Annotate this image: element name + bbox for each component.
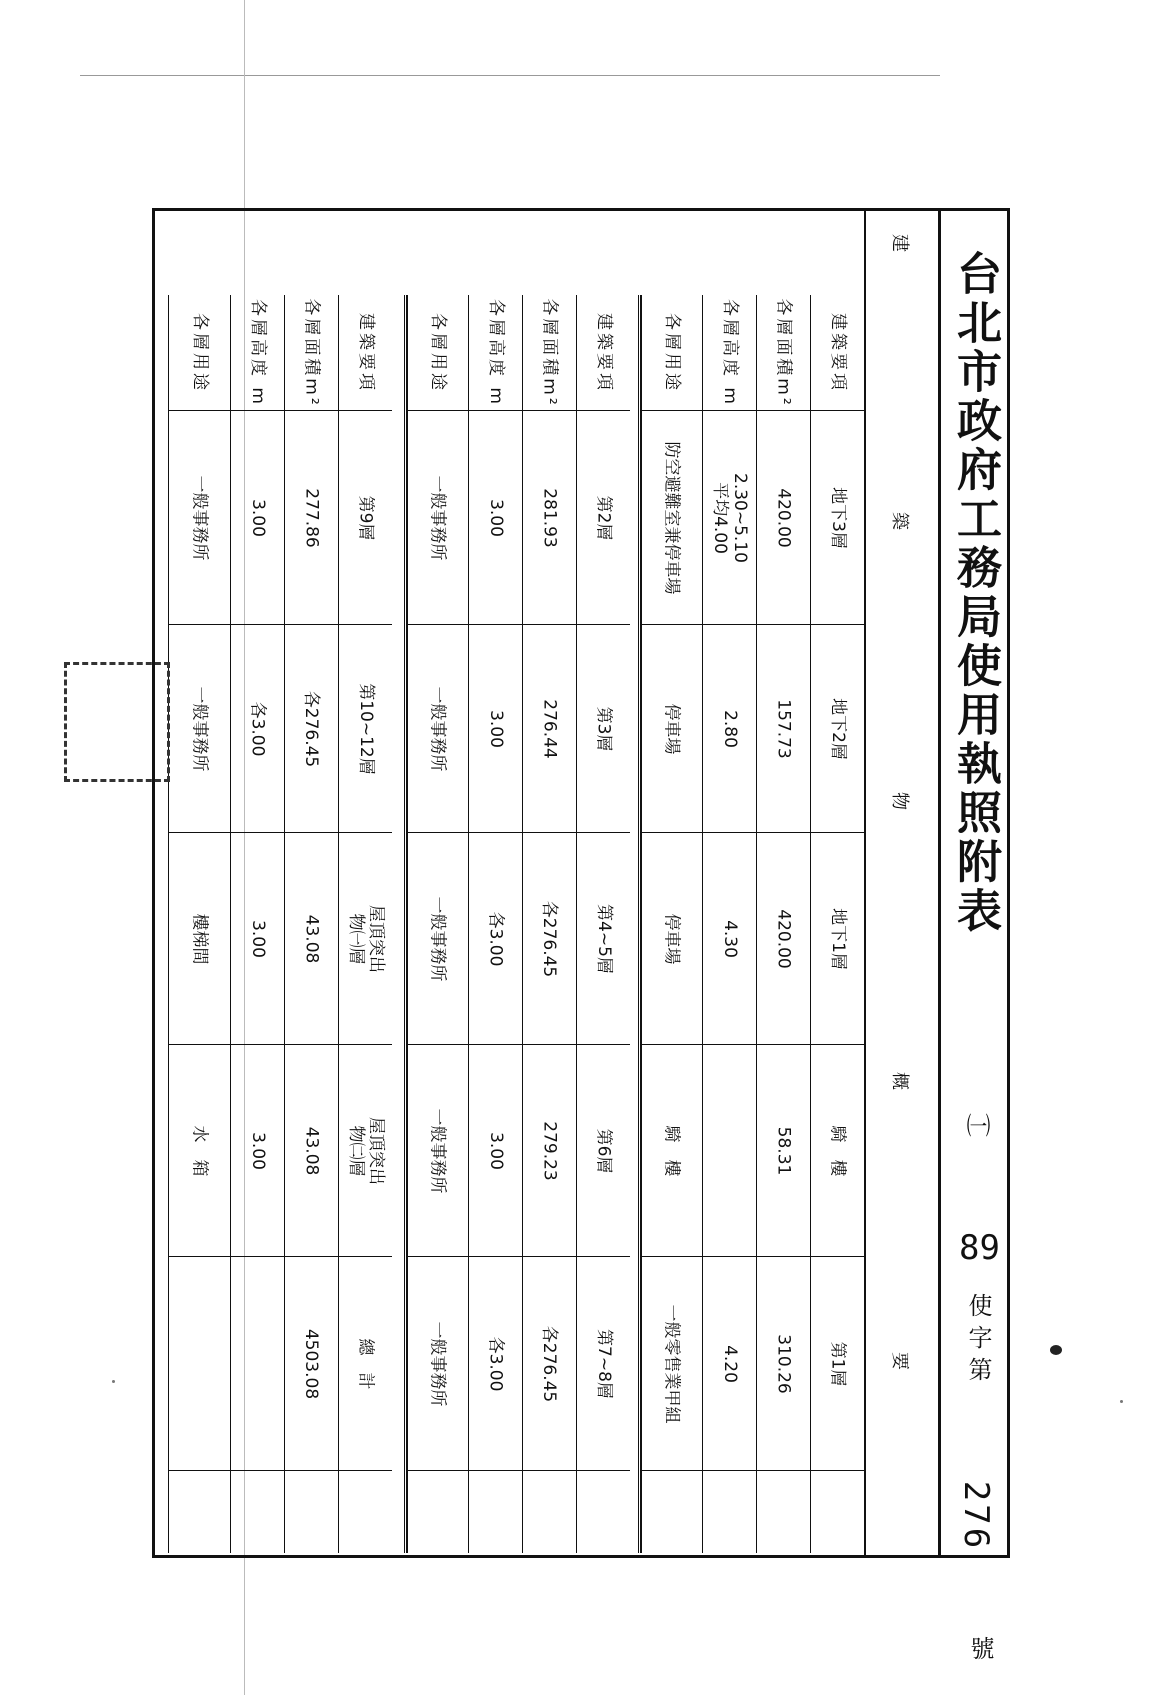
table-cell (407, 1257, 468, 1471)
cell-value: 2.30~5.10 平均4.00 (709, 472, 750, 563)
cell-value: 58.31 (773, 1126, 794, 1175)
cell-value: 停車場 (661, 913, 682, 964)
table-cell (703, 1045, 756, 1257)
section-char: 物 (889, 792, 910, 810)
document-subtitle-mark: ㈠ (962, 1113, 990, 1137)
table-cell (469, 625, 522, 833)
cell-value: 一般事務所 (427, 896, 448, 981)
cell-value: 277.86 (301, 487, 322, 548)
row-header-cell (231, 295, 284, 411)
row-header-cell (577, 295, 630, 411)
table-cell (407, 833, 468, 1045)
row-header-label: 各層用途 (427, 312, 448, 393)
table-cell (469, 411, 522, 625)
table-cell (169, 411, 230, 625)
row-header-cell (523, 295, 576, 411)
row-header-cell (169, 295, 230, 411)
table-cell (339, 1257, 392, 1471)
table-cell (285, 1257, 338, 1471)
table-cell (285, 411, 338, 625)
cell-value: 防空避難室兼停車場 (661, 441, 682, 594)
cell-value: 310.26 (773, 1333, 794, 1394)
row-header-label: 各層高度 m (719, 298, 740, 407)
cell-value: 420.00 (773, 908, 794, 969)
cell-value: 地下1層 (827, 907, 848, 970)
table-cell (757, 833, 810, 1045)
table-row (756, 295, 810, 1553)
scan-speck (1120, 1400, 1123, 1403)
table-cell (757, 625, 810, 833)
cell-value: 4.20 (719, 1344, 740, 1383)
section-char: 建 (889, 234, 910, 252)
row-header-label: 各層高度 m (247, 298, 268, 407)
table-cell (231, 1045, 284, 1257)
table-cell (641, 833, 702, 1045)
table-cell (407, 1045, 468, 1257)
section-char: 概 (889, 1072, 910, 1090)
table-cell (339, 833, 392, 1045)
table-cell (577, 833, 630, 1045)
cell-value: 第3層 (593, 706, 614, 751)
cell-value: 281.93 (539, 487, 560, 548)
row-header-cell (407, 295, 468, 411)
cell-value: 276.44 (539, 698, 560, 759)
cell-value: 第9層 (355, 495, 376, 540)
row-header-label: 建築要項 (593, 312, 614, 393)
cell-value: 一般零售業甲組 (661, 1304, 682, 1423)
block-separator (638, 295, 642, 1553)
cell-value: 279.23 (539, 1120, 560, 1181)
document-serial-number: 276 (956, 1480, 996, 1552)
table-cell (285, 625, 338, 833)
table-cell (523, 1045, 576, 1257)
table-cell (757, 1045, 810, 1257)
cell-value: 3.00 (247, 1131, 268, 1170)
table-row (338, 295, 392, 1553)
table-cell (577, 1045, 630, 1257)
table-row (810, 295, 864, 1553)
title-column (938, 208, 1010, 1660)
cell-value: 第6層 (593, 1128, 614, 1173)
table-cell (577, 1257, 630, 1471)
cell-value: 第7~8層 (593, 1328, 614, 1399)
cell-value: 一般事務所 (427, 475, 448, 560)
scan-line-top (80, 75, 940, 76)
document-year-number: 89 (959, 1228, 1000, 1268)
table-cell (339, 1045, 392, 1257)
table-cell (641, 1257, 702, 1471)
cell-value: 水 箱 (189, 1125, 210, 1176)
table-cell (523, 1257, 576, 1471)
table-cell (641, 625, 702, 833)
table-cell (231, 625, 284, 833)
cell-value: 一般事務所 (189, 475, 210, 560)
cell-value: 總 計 (355, 1338, 376, 1389)
table-cell (169, 1045, 230, 1257)
cell-value: 第1層 (827, 1341, 848, 1386)
section-char: 要 (889, 1352, 910, 1370)
cell-value: 3.00 (485, 498, 506, 537)
block-separator (404, 295, 408, 1553)
cell-value: 43.08 (301, 914, 322, 963)
row-header-cell (469, 295, 522, 411)
table-row (468, 295, 522, 1553)
row-header-label: 建築要項 (355, 312, 376, 393)
table-row (640, 295, 702, 1553)
row-header-cell (811, 295, 864, 411)
table-cell (169, 833, 230, 1045)
document-hao-label: 號 (966, 1636, 994, 1660)
table-cell (641, 411, 702, 625)
cell-value: 第2層 (593, 495, 614, 540)
row-header-label: 各層面積m² (539, 297, 560, 408)
table-cell (523, 625, 576, 833)
table-cell (169, 625, 230, 833)
table-cell (469, 833, 522, 1045)
cell-value: 一般事務所 (427, 686, 448, 771)
table-row (284, 295, 338, 1553)
row-header-cell (285, 295, 338, 411)
cell-value: 43.08 (301, 1126, 322, 1175)
table-cell (469, 1045, 522, 1257)
scan-speck (1050, 1345, 1062, 1355)
table-cell (757, 1257, 810, 1471)
cell-value: 各276.45 (301, 690, 322, 767)
table-cell (231, 1257, 284, 1471)
table-row (406, 295, 468, 1553)
cell-value: 4.30 (719, 919, 740, 958)
cell-value: 一般事務所 (427, 1108, 448, 1193)
table-cell (811, 1257, 864, 1471)
scan-speck (112, 1380, 115, 1383)
row-header-label: 各層面積m² (773, 297, 794, 408)
table-cell (285, 1045, 338, 1257)
cell-value: 屋頂突出 物㈡層 (345, 1116, 386, 1185)
table-cell (407, 411, 468, 625)
table-cell (811, 625, 864, 833)
table-cell (339, 411, 392, 625)
table-row (168, 295, 230, 1553)
cell-value: 樓梯間 (189, 913, 210, 964)
cell-value: 一般事務所 (427, 1321, 448, 1406)
table-cell (339, 625, 392, 833)
table-cell (577, 625, 630, 833)
table-cell (577, 411, 630, 625)
cell-value: 騎 樓 (661, 1125, 682, 1176)
row-header-cell (703, 295, 756, 411)
cell-value: 4503.08 (301, 1328, 322, 1399)
cell-value: 3.00 (485, 1131, 506, 1170)
cell-value: 157.73 (773, 698, 794, 759)
row-header-label: 各層用途 (661, 312, 682, 393)
table-cell (703, 833, 756, 1045)
table-cell (703, 411, 756, 625)
table-cell (641, 1045, 702, 1257)
row-header-label: 各層用途 (189, 312, 210, 393)
cell-value: 各276.45 (539, 900, 560, 977)
row-header-cell (757, 295, 810, 411)
cell-value: 一般事務所 (189, 686, 210, 771)
cell-value: 地下3層 (827, 486, 848, 549)
cell-value: 第4~5層 (593, 903, 614, 974)
table-cell (169, 1257, 230, 1471)
table-row (576, 295, 630, 1553)
cell-value: 3.00 (247, 498, 268, 537)
cell-value: 2.80 (719, 709, 740, 748)
document-char-label: 使字第 (964, 1293, 992, 1389)
table-cell (407, 625, 468, 833)
cell-value: 3.00 (247, 919, 268, 958)
cell-value: 各3.00 (485, 911, 506, 966)
table-row (522, 295, 576, 1553)
row-header-label: 各層高度 m (485, 298, 506, 407)
table-cell (811, 411, 864, 625)
cell-value: 3.00 (485, 709, 506, 748)
table-cell (523, 411, 576, 625)
cell-value: 地下2層 (827, 697, 848, 760)
table-cell (703, 625, 756, 833)
row-header-cell (641, 295, 702, 411)
cell-value: 屋頂突出 物㈠層 (345, 904, 386, 973)
cell-value: 420.00 (773, 487, 794, 548)
cell-value: 各276.45 (539, 1325, 560, 1402)
cell-value: 停車場 (661, 703, 682, 754)
cell-value: 第10~12層 (355, 682, 376, 775)
table-cell (811, 833, 864, 1045)
table-cell (231, 411, 284, 625)
row-header-label: 各層面積m² (301, 297, 322, 408)
official-stamp (64, 662, 170, 782)
cell-value: 各3.00 (485, 1336, 506, 1391)
table-cell (523, 833, 576, 1045)
table-cell (469, 1257, 522, 1471)
section-header-column (864, 208, 938, 1558)
table-cell (811, 1045, 864, 1257)
table-row (230, 295, 284, 1553)
document-title: 台北市政府工務局使用執照附表 (949, 250, 1002, 936)
table-row (702, 295, 756, 1553)
table-cell (703, 1257, 756, 1471)
row-header-label: 建築要項 (827, 312, 848, 393)
table-cell (231, 833, 284, 1045)
table-cell (285, 833, 338, 1045)
cell-value: 騎 樓 (827, 1125, 848, 1176)
table-cell (757, 411, 810, 625)
section-char: 築 (889, 512, 910, 530)
row-header-cell (339, 295, 392, 411)
cell-value: 各3.00 (247, 701, 268, 756)
